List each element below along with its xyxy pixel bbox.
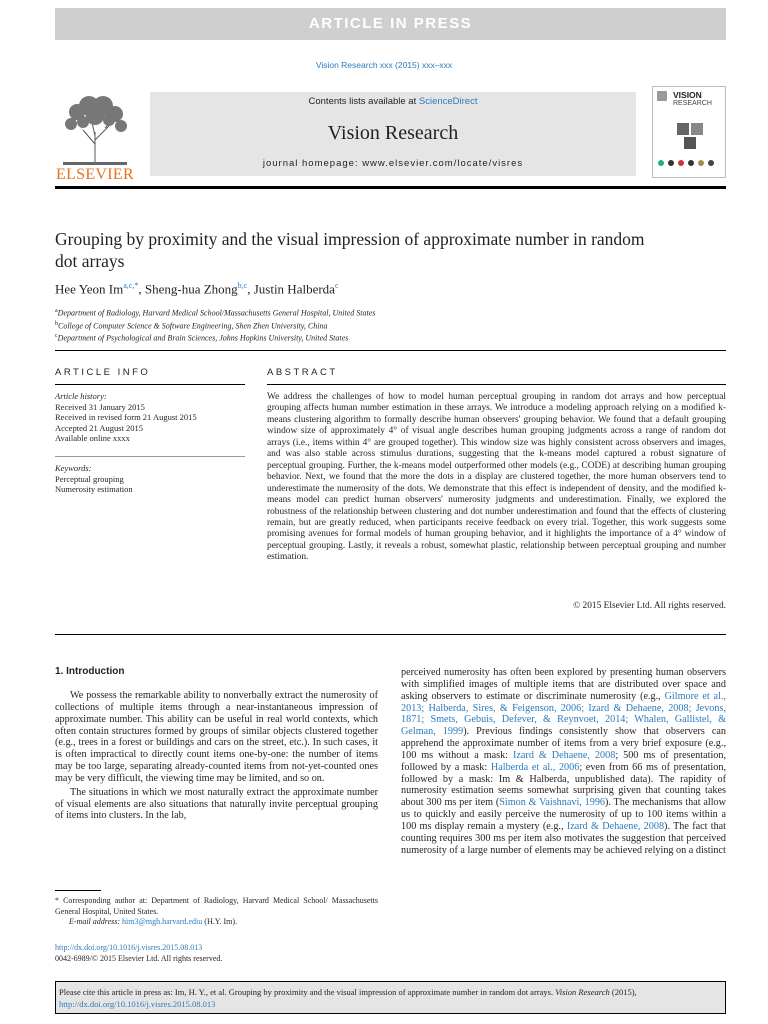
- author-name: Justin Halberda: [253, 281, 335, 297]
- article-title: Grouping by proximity and the visual impression of approximate number in random dot arrays: [55, 229, 645, 271]
- divider: [267, 384, 726, 385]
- keywords-label: Keywords:: [55, 463, 92, 473]
- abstract-copyright: © 2015 Elsevier Ltd. All rights reserved.: [573, 601, 726, 611]
- affiliation-marker: a: [55, 308, 58, 314]
- corresponding-author: * Corresponding author at: Department of Radiology, Harvard Medical School/ Massachusetts General Hospital, United States.: [55, 896, 378, 916]
- journal-masthead: [55, 86, 726, 184]
- article-history: [55, 391, 245, 444]
- divider: [55, 384, 245, 385]
- email-line: [55, 917, 378, 928]
- cite-doi-link[interactable]: http://dx.doi.org/10.1016/j.visres.2015.08.013: [59, 999, 216, 1009]
- cite-notice-box: [55, 981, 726, 1014]
- affiliation-text: Department of Radiology, Harvard Medical School/Massachusetts General Hospital, United States: [57, 308, 376, 318]
- text-column-left: [55, 690, 378, 824]
- text-run: ). The mechanisms that allow us to quickly and easily perceive the numerosity of up to 100 items within a 100 ms display remain a mystery (e.g.,: [401, 797, 726, 832]
- text-run: perceived numerosity has often been explored by presenting human observers with simplified images of multiple items that are distributed over space and asking observers to estimate or discriminate numerosity (e.g.,: [401, 667, 726, 702]
- text-run: ; 500 ms of presentation, followed by a mask:: [401, 749, 727, 773]
- masthead-rule: [55, 186, 726, 189]
- author-affiliation-marker[interactable]: b,c: [237, 281, 248, 290]
- history-item: Received 31 January 2015: [55, 401, 145, 412]
- text-run: ). Previous findings consistently show that observers can apprehend the approximate number of items from a very brief exposure (e.g., 100 ms without a mask:: [401, 726, 726, 761]
- paragraph: The situations in which we most naturally extract the approximate number of visual elements are also situations that naturally invite perceptual grouping of items into clusters. In the lab,: [55, 786, 378, 822]
- journal-info-box: [150, 92, 636, 176]
- author-separator: ,: [138, 281, 145, 297]
- contents-prefix: Contents lists available at: [308, 96, 419, 107]
- reference-link[interactable]: Halberda et al., 2006: [490, 761, 580, 773]
- keyword-item: Perceptual grouping: [55, 473, 124, 484]
- cite-year: (2015),: [609, 987, 637, 997]
- publisher-name: ELSEVIER: [56, 166, 134, 183]
- history-item: Available online xxxx: [55, 433, 130, 443]
- email-link[interactable]: him3@mgh.harvard.ediu: [122, 917, 203, 926]
- affiliation-item: [55, 331, 375, 344]
- cover-title-1: VISION: [673, 90, 702, 100]
- divider: [55, 634, 726, 635]
- affiliation-marker: b: [55, 320, 58, 327]
- affiliation-text: Department of Psychological and Brain Sciences, Johns Hopkins University, United States: [57, 333, 349, 343]
- keyword-item: Numerosity estimation: [55, 484, 133, 494]
- cite-text: Please cite this article in press as: Im, H. Y., et al. Grouping by proximity and the visual impression of approximate number in random dot arrays.: [59, 987, 556, 997]
- issn-line: 0042-6989/© 2015 Elsevier Ltd. All rights reserved.: [55, 954, 223, 963]
- keywords: [55, 463, 245, 495]
- history-item: Received in revised form 21 August 2015: [55, 412, 197, 422]
- reference-link[interactable]: Simon & Vaishnavi, 1996: [499, 797, 606, 809]
- cite-journal: Vision Research: [555, 987, 610, 997]
- text-column-right: [401, 667, 726, 859]
- sciencedirect-link[interactable]: ScienceDirect: [418, 96, 478, 107]
- author-name: Hee Yeon Im: [55, 281, 124, 297]
- affiliation-item: [55, 306, 375, 319]
- affiliation-item: [55, 319, 375, 332]
- article-in-press-banner: ARTICLE IN PRESS: [55, 8, 726, 40]
- journal-homepage: journal homepage: www.elsevier.com/locate/visres: [262, 158, 524, 169]
- article-info-heading: ARTICLE INFO: [55, 367, 151, 378]
- doi-block: [55, 942, 222, 964]
- paragraph: [401, 667, 726, 857]
- abstract-heading: ABSTRACT: [267, 367, 338, 378]
- tree-icon: [55, 92, 135, 168]
- footnote-rule: [55, 890, 101, 891]
- author-list: [55, 281, 339, 297]
- author-affiliation-marker[interactable]: c: [334, 281, 339, 290]
- affiliation-marker: c: [55, 333, 58, 340]
- contents-line: [150, 96, 636, 107]
- journal-citation-link[interactable]: Vision Research xxx (2015) xxx–xxx: [315, 60, 453, 70]
- affiliation-text: College of Computer Science & Software Engineering, Shen Zhen University, China: [58, 321, 328, 331]
- cover-title-2: RESEARCH: [673, 100, 712, 107]
- journal-title: Vision Research: [327, 122, 459, 144]
- text-run: ). The fact that counting requires 300 ms per item also motivates the suggestion that perceived numerosity of a large number of elements may be achieved relying on a distinct: [401, 820, 727, 856]
- email-suffix: (H.Y. Im).: [204, 917, 238, 926]
- divider: [55, 350, 726, 351]
- email-label: E-mail address:: [69, 917, 121, 926]
- footnote: [55, 896, 378, 928]
- paragraph: We possess the remarkable ability to nonverbally extract the numerosity of collections of multiple items through a near-instantaneous impression of approximate number. This ability can be useful in real world contexts, which often contain structures formed by groups of similar objects clustered together (e.g., trees in a forest or buildings and cars on the street, etc.). In such cases, it is often impractical to directly count items one-by-one: the number of items may be too large, separating already-counted items from not-yet-counted ones may be very difficult, the viewing time may be limited, and so on.: [55, 690, 378, 784]
- history-item: Accepted 21 August 2015: [55, 422, 144, 433]
- journal-cover-image: [652, 86, 726, 178]
- section-heading: 1. Introduction: [55, 666, 125, 677]
- affiliation-list: [55, 306, 375, 344]
- history-label: Article history:: [55, 391, 107, 401]
- author-separator: ,: [247, 281, 254, 297]
- reference-link[interactable]: Izard & Dehaene, 2008: [566, 820, 665, 832]
- divider: [55, 456, 245, 457]
- reference-link[interactable]: Gilmore et al., 2013; Halberda, Sires, & Feigenson, 2006; Izard & Dehaene, 2008; Jevons, 1871; Smets, Gebuis, Defever, & Reynvoet, 2014; Whalen, Gallistel, & Gelman, 1999: [401, 690, 726, 738]
- doi-link[interactable]: http://dx.doi.org/10.1016/j.visres.2015.08.013: [55, 943, 203, 952]
- reference-link[interactable]: Izard & Dehaene, 2008: [513, 749, 616, 761]
- text-run: ; even from 66 ms of presentation, followed by a mask: Im & Halberda, unpublished data). The rapidity of numerosity estimation seems somewhat surprising given that counting takes about 300 ms per item (: [401, 761, 726, 809]
- elsevier-logo: [55, 92, 135, 184]
- author-name: Sheng-hua Zhong: [144, 281, 238, 297]
- author-affiliation-marker[interactable]: a,c,*: [123, 281, 139, 290]
- abstract-text: We address the challenges of how to model human perceptual grouping in random dot arrays and how perceptual grouping affects human number estimation in these arrays. We introduce a modeling approach relying on a modified k-means clustering algorithm to formally describe human observers' grouping behavior. We found that a default grouping window size of approximately 4° of visual angle describes human grouping judgments across a range of random dot arrays (i.e., items within 4° are grouped together). This window size was highly consistent across observers and images, and was also stable across stimulus durations, suggesting that the k-means model captured a robust signature of perceptual grouping. Further, the k-means model outperformed other models (e.g., CODE) at describing human grouping behavior. Next, we found that the more the dots in a display are clustered together, the more human observers tend to underestimate the numerosity of the dots. We demonstrate that this effect is independent of density, and the modified k-means model can predict human observers' numerosity judgments and underestimation. Finally, we explored the robustness of the relationship between clustering and dot number underestimation and found that the effects of clustering remain, but are greatly reduced, when participants receive feedback on every trial. Together, this work suggests some promising avenues for formal models of human grouping behavior, and it highlights the importance of a 4° window of perceptual grouping. Lastly, it reveals a robust, somewhat plastic, relationship between perceptual grouping and number estimation.: [267, 392, 726, 563]
